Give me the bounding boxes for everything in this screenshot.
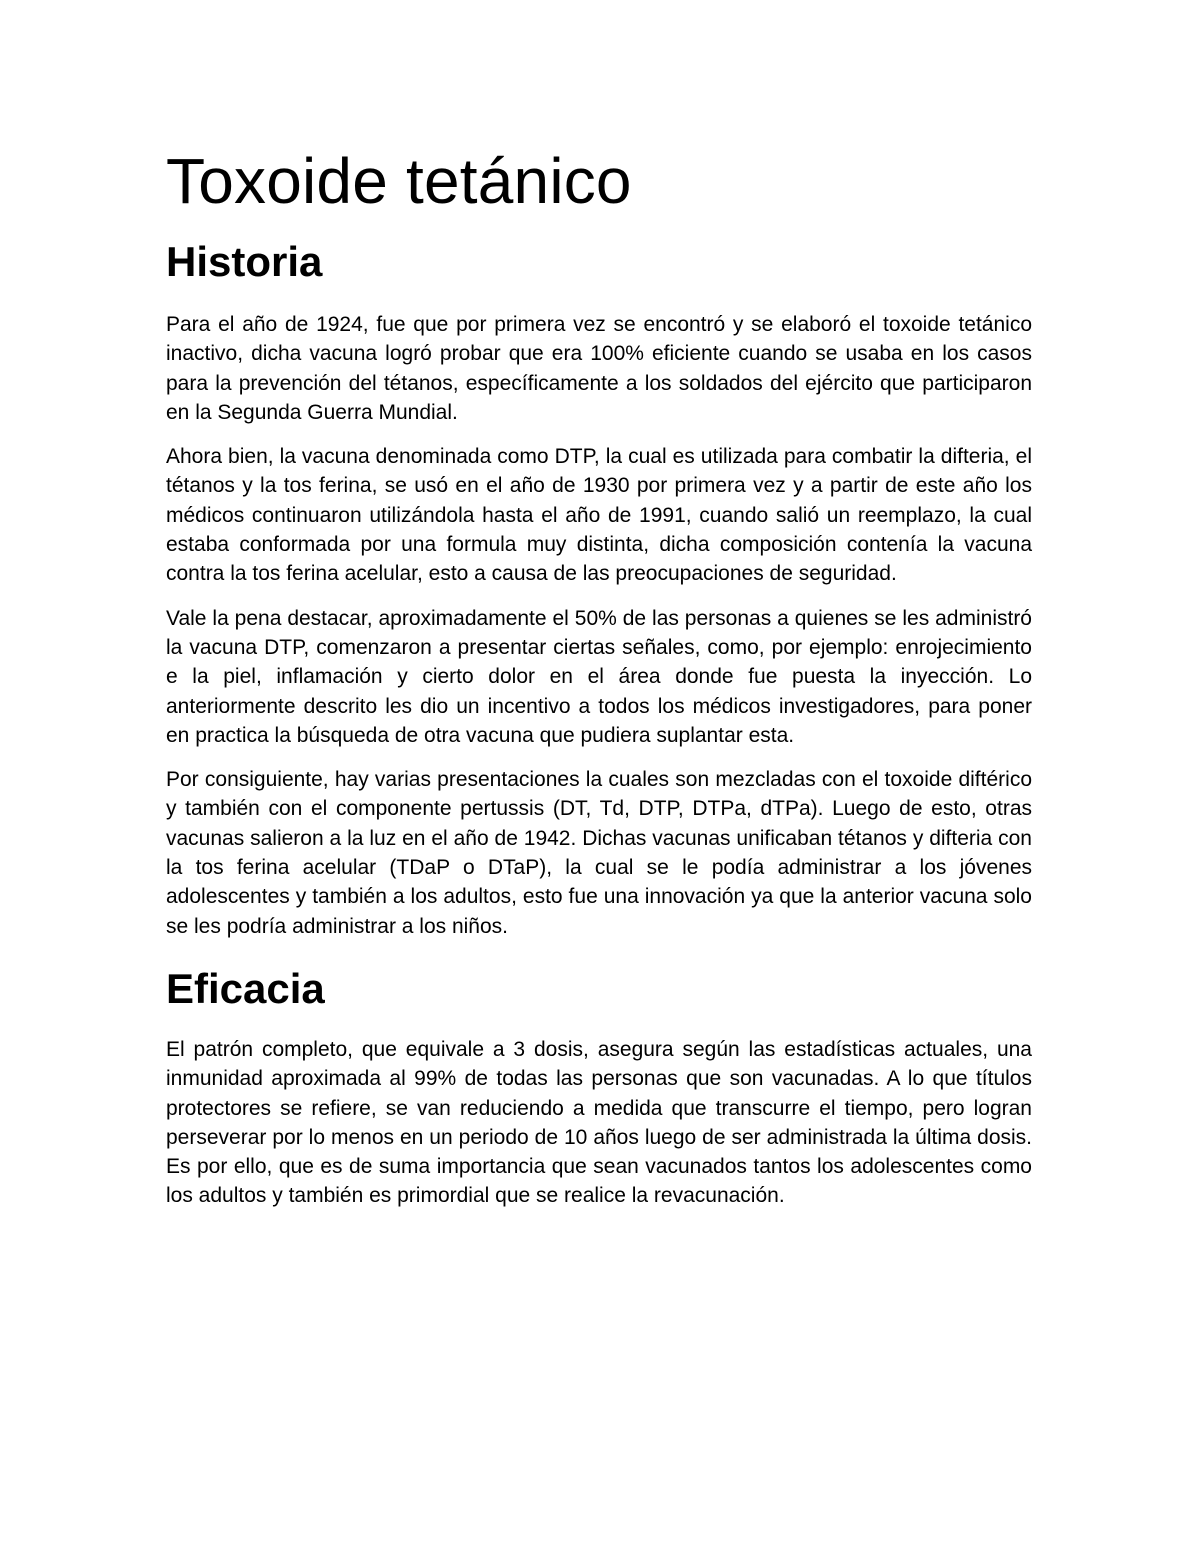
document-title: Toxoide tetánico <box>166 145 632 217</box>
section-eficacia <box>166 963 1032 1211</box>
section-heading-eficacia: Eficacia <box>166 964 325 1012</box>
paragraph: El patrón completo, que equivale a 3 dosis, asegura según las estadísticas actuales, una inmunidad aproximada al 99% de todas las personas que son vacunadas. A lo que títulos protectores se refiere, se van reduciendo a medida que transcurre el tiempo, pero logran perseverar por lo menos en un periodo de 10 años luego de ser administrada la última dosis. Es por ello, que es de suma importancia que sean vacunados tantos los adolescentes como los adultos y también es primordial que se realice la revacunación. <box>166 1037 1032 1208</box>
paragraph: Para el año de 1924, fue que por primera vez se encontró y se elaboró el toxoide tetánico inactivo, dicha vacuna logró probar que era 100% eficiente cuando se usaba en los casos para la prevención del tétanos, específicamente a los soldados del ejército que participaron en la Segunda Guerra Mundial. <box>166 313 1032 424</box>
paragraph: Por consiguiente, hay varias presentaciones la cuales son mezcladas con el toxoide diftérico y también con el componente pertussis (DT, Td, DTP, DTPa, dTPa). Luego de esto, otras vacunas salieron a la luz en el año de 1942. Dichas vacunas unificaban tétanos y difteria con la tos ferina acelular (TDaP o DTaP), la cual se le podía administrar a los jóvenes adolescentes y también a los adultos, esto fue una innovación ya que la anterior vacuna solo se les podría administrar a los niños. <box>166 768 1032 938</box>
paragraph: Ahora bien, la vacuna denominada como DTP, la cual es utilizada para combatir la difteria, el tétanos y la tos ferina, se usó en el año de 1930 por primera vez y a partir de este año los médicos continuaron utilizándola hasta el año de 1991, cuando salió un reemplazo, la cual estaba conformada por una formula muy distinta, dicha composición contenía la vacuna contra la tos ferina acelular, esto a causa de las preocupaciones de seguridad. <box>166 445 1032 586</box>
section-historia <box>166 236 1032 941</box>
document-page <box>166 140 1032 1226</box>
section-heading-historia: Historia <box>166 238 323 285</box>
paragraph: Vale la pena destacar, aproximadamente el 50% de las personas a quienes se les administró la vacuna DTP, comenzaron a presentar ciertas señales, como, por ejemplo: enrojecimiento e la piel, inflamación y cierto dolor en el área donde fue puesta la inyección. Lo anteriormente descrito les dio un incentivo a todos los médicos investigadores, para poner en practica la búsqueda de otra vacuna que pudiera suplantar esta. <box>166 606 1032 747</box>
